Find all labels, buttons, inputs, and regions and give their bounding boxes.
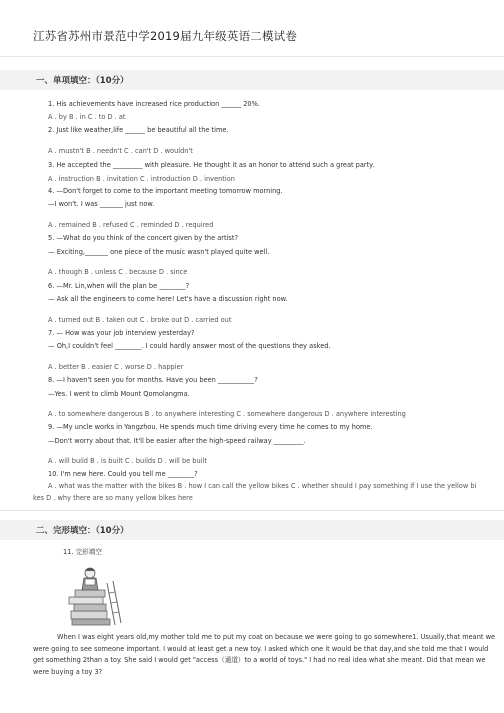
question-4: 4. —Don't forget to come to the important meeting tomorrow morning. — [48, 187, 283, 195]
options-6: A . turned out B . taken out C . broke out D . carried out — [48, 316, 232, 324]
options-1: A . by B . in C . to D . at — [48, 113, 126, 121]
options-5: A . though B . unless C . because D . since — [48, 268, 188, 276]
section-divider — [0, 510, 504, 511]
question-5-line2: — Exciting,_______ one piece of the music wasn't played quite well. — [48, 248, 270, 256]
question-8-line2: —Yes. I went to climb Mount Qomolangma. — [48, 390, 190, 398]
question-3: 3. He accepted the _________ with pleasure. He thought it as an honor to attend such a great party. — [48, 161, 375, 169]
question-11-label: 11. 完形填空 — [63, 548, 102, 556]
question-7-line2: — Oh,I couldn't feel ________. I could hardly answer most of the questions they asked. — [48, 342, 331, 350]
options-4: A . remained B . refused C . reminded D . required — [48, 221, 214, 229]
question-8: 8. —I haven't seen you for months. Have you been ___________? — [48, 376, 258, 384]
options-2: A . mustn't B . needn't C . can't D . wouldn't — [48, 147, 193, 155]
question-10: 10. I'm new here. Could you tell me ________? — [48, 470, 198, 478]
section-title: 一、单项填空：（10分） — [36, 76, 129, 86]
question-1: 1. His achievements have increased rice production ______ 20%. — [48, 100, 260, 108]
question-9: 9. —My uncle works in Yangzhou. He spends much time driving every time he comes to my home. — [48, 423, 373, 431]
question-5: 5. —What do you think of the concert given by the artist? — [48, 234, 238, 242]
section-header-cloze — [0, 520, 504, 540]
section-title: 二、完形填空：（10分） — [36, 526, 129, 536]
page-title: 江苏省苏州市景范中学2019届九年级英语二模试卷 — [33, 29, 298, 43]
question-7: 7. — How was your job interview yesterday? — [48, 329, 195, 337]
question-6: 6. —Mr. Lin,when will the plan be ________? — [48, 282, 190, 290]
question-2: 2. Just like weather,life ______ be beautiful all the time. — [48, 126, 229, 134]
options-10: A . what was the matter with the bikes B . how I can call the yellow bikes C . whether should I pay something if I use the yellow bi — [48, 482, 477, 490]
options-7: A . better B . easier C . worse D . happier — [48, 363, 184, 371]
section-header-single-choice — [0, 70, 504, 90]
options-9: A . will build B . is built C . builds D . will be built — [48, 457, 207, 465]
question-9-line2: —Don't worry about that. It'll be easier after the high-speed railway _________. — [48, 437, 306, 445]
title-divider — [0, 56, 504, 57]
question-4-line2: —I won't. I was _______ just now. — [48, 200, 155, 208]
options-8: A . to somewhere dangerous B . to anywhere interesting C . somewhere dangerous D . anywhere interesting — [48, 410, 406, 418]
options-3: A . instruction B . invitation C . introduction D . invention — [48, 175, 235, 183]
cloze-passage: When I was eight years old,my mother told me to put my coat on because we were going to go somewhere1. Usually,that meant we were going to see someone important. I would at least get a new toy. I asked which one it would be that day,and she told me that I would get something 2than a toy. She said I would get "access（通道）to a world of toys." I had no real idea what she meant. Did that mean we were buying a toy 3? — [33, 633, 496, 676]
question-6-line2: — Ask all the engineers to come here! Let's have a discussion right now. — [48, 295, 288, 303]
options-10-line2: kes D . why there are so many yellow bikes here — [33, 494, 193, 502]
illustration-child-reading-on-books — [63, 563, 123, 628]
